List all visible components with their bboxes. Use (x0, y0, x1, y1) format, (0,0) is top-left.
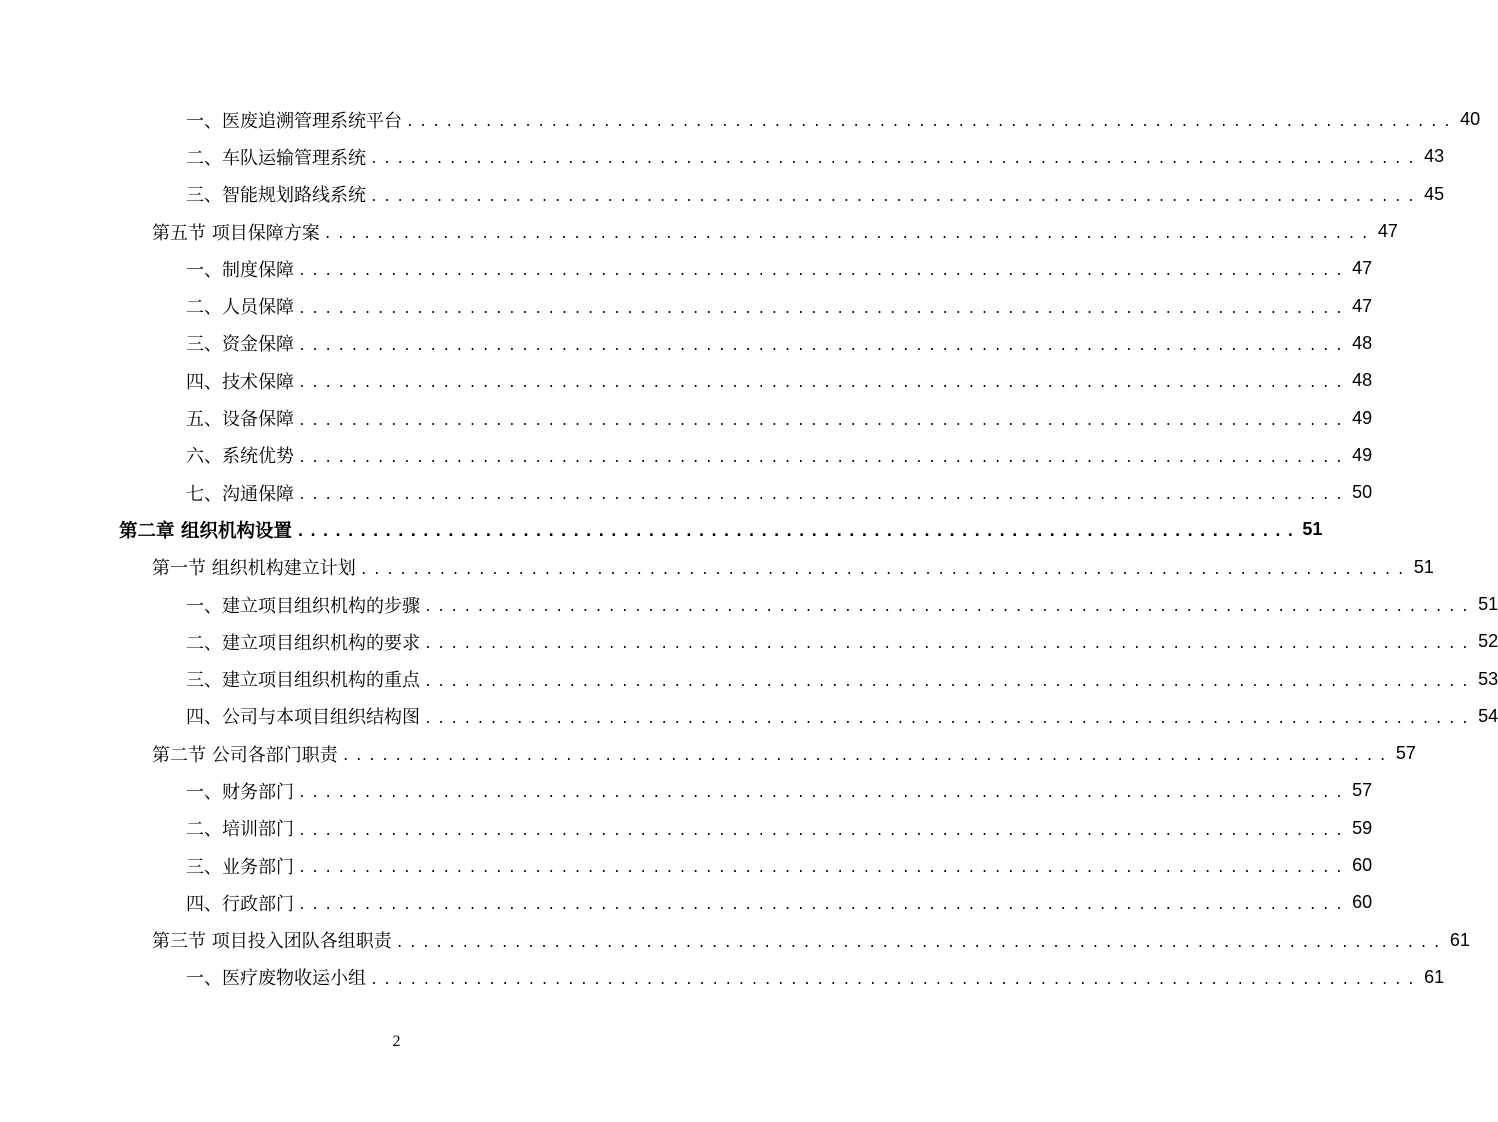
toc-entry-title: 四、公司与本项目组织结构图 (186, 707, 420, 729)
toc-entry-page: 47 (1377, 221, 1398, 242)
toc-dot-leader: ................................................................................ (298, 823, 1349, 839)
toc-entry-page: 51 (1413, 556, 1434, 577)
toc-entry-title: 六、系统优势 (186, 446, 294, 468)
toc-entry[interactable] (0, 101, 1481, 138)
toc-dot-leader: ................................................................................ (424, 637, 1475, 653)
toc-dot-leader: ................................................................................ (341, 749, 1392, 765)
toc-entry-title: 二、培训部门 (186, 819, 294, 841)
toc-entry-page: 60 (1352, 892, 1373, 913)
toc-dot-leader: ................................................................................ (298, 376, 1349, 392)
toc-entry-page: 53 (1478, 668, 1498, 689)
toc-entry[interactable] (0, 772, 1373, 809)
toc-entry-page: 61 (1449, 929, 1470, 950)
toc-dot-leader: ................................................................................ (298, 338, 1349, 354)
toc-entry[interactable] (0, 623, 1498, 660)
toc-entry-page: 51 (1478, 594, 1498, 614)
toc-entry[interactable] (0, 735, 1416, 772)
toc-entry[interactable] (0, 586, 1498, 623)
toc-dot-leader: ................................................................................ (298, 301, 1349, 317)
toc-entry[interactable] (0, 362, 1373, 399)
toc-entry-page: 54 (1478, 705, 1498, 726)
toc-dot-leader: ................................................................................ (370, 972, 1421, 988)
toc-entry-page: 49 (1352, 444, 1373, 465)
toc-entry-page: 48 (1352, 332, 1373, 353)
toc-entry-title: 二、人员保障 (186, 297, 294, 319)
toc-dot-leader: ................................................................................ (424, 600, 1475, 615)
toc-entry-title: 第一节 组织机构建立计划 (152, 558, 356, 580)
toc-entry-page: 59 (1352, 817, 1373, 838)
toc-entry-title: 七、沟通保障 (186, 483, 294, 505)
toc-entry-page: 51 (1302, 519, 1323, 540)
toc-entry-page: 50 (1352, 482, 1373, 503)
toc-entry-title: 二、车队运输管理系统 (186, 147, 366, 169)
toc-entry-page: 57 (1352, 780, 1373, 801)
toc-entry[interactable] (0, 213, 1398, 250)
toc-dot-leader: ................................................................................ (370, 189, 1421, 205)
toc-dot-leader: ................................................................................ (298, 861, 1349, 877)
toc-entry[interactable] (0, 549, 1434, 586)
toc-entry-page: 47 (1352, 295, 1373, 316)
toc-entry[interactable] (0, 922, 1470, 959)
toc-entry[interactable] (0, 138, 1445, 175)
toc-entry[interactable] (0, 884, 1373, 921)
toc-entry[interactable] (0, 698, 1498, 735)
toc-dot-leader: ................................................................................ (295, 522, 1299, 541)
toc-dot-leader: ................................................................................ (406, 115, 1457, 131)
toc-entry-title: 五、设备保障 (186, 409, 294, 431)
toc-entry[interactable] (0, 437, 1373, 474)
toc-entry-page: 47 (1352, 258, 1373, 279)
toc-entry-title: 第五节 项目保障方案 (152, 222, 320, 244)
toc-entry[interactable] (0, 287, 1373, 324)
toc-dot-leader: ................................................................................ (395, 935, 1446, 951)
toc-dot-leader: ................................................................................ (298, 898, 1349, 914)
toc-entry-page: 61 (1424, 966, 1445, 987)
toc-entry[interactable] (0, 474, 1373, 511)
toc-entry[interactable] (0, 847, 1373, 884)
toc-entry-page: 52 (1478, 631, 1498, 652)
table-of-contents (0, 101, 1498, 996)
toc-entry-page: 49 (1352, 407, 1373, 428)
toc-entry-page: 48 (1352, 370, 1373, 391)
toc-entry[interactable] (0, 959, 1445, 996)
toc-entry-title: 四、技术保障 (186, 371, 294, 393)
toc-entry-page: 40 (1460, 109, 1481, 130)
toc-dot-leader: ................................................................................ (424, 711, 1475, 727)
toc-entry-page: 45 (1424, 183, 1445, 204)
toc-entry-title: 一、制度保障 (186, 259, 294, 281)
toc-entry-title: 一、建立项目组织机构的步骤 (186, 595, 420, 617)
toc-entry-title: 三、建立项目组织机构的重点 (186, 670, 420, 692)
toc-entry[interactable] (0, 325, 1373, 362)
toc-entry-title: 一、医疗废物收运小组 (186, 968, 366, 990)
toc-entry[interactable] (0, 660, 1498, 697)
toc-entry-title: 一、财务部门 (186, 781, 294, 803)
toc-dot-leader: ................................................................................ (298, 413, 1349, 429)
toc-entry-title: 二、建立项目组织机构的要求 (186, 632, 420, 654)
toc-dot-leader: ................................................................................ (359, 562, 1410, 578)
toc-entry-title: 一、医废追溯管理系统平台 (186, 110, 402, 132)
toc-entry[interactable] (0, 511, 1323, 548)
toc-entry-title: 三、业务部门 (186, 856, 294, 878)
toc-dot-leader: ................................................................................ (298, 488, 1349, 504)
toc-entry-page: 60 (1352, 855, 1373, 876)
toc-entry-page: 43 (1424, 146, 1445, 167)
toc-entry-title: 四、行政部门 (186, 893, 294, 915)
toc-entry[interactable] (0, 810, 1373, 847)
toc-entry-page: 57 (1395, 743, 1416, 764)
toc-entry-title: 第二节 公司各部门职责 (152, 744, 338, 766)
toc-entry-title: 第三节 项目投入团队各组职责 (152, 931, 392, 953)
toc-dot-leader: ................................................................................ (298, 264, 1349, 280)
toc-entry[interactable] (0, 399, 1373, 436)
toc-dot-leader: ................................................................................ (424, 674, 1475, 690)
toc-entry[interactable] (0, 250, 1373, 287)
toc-dot-leader: ................................................................................ (298, 450, 1349, 466)
toc-entry-title: 三、智能规划路线系统 (186, 185, 366, 207)
toc-entry-title: 第二章 组织机构设置 (119, 520, 292, 542)
page-number: 2 (392, 1033, 401, 1050)
toc-entry-title: 三、资金保障 (186, 334, 294, 356)
toc-dot-leader: ................................................................................ (298, 786, 1349, 802)
toc-entry[interactable] (0, 176, 1445, 213)
toc-dot-leader: ................................................................................ (370, 152, 1421, 168)
toc-dot-leader: ................................................................................ (323, 227, 1374, 243)
